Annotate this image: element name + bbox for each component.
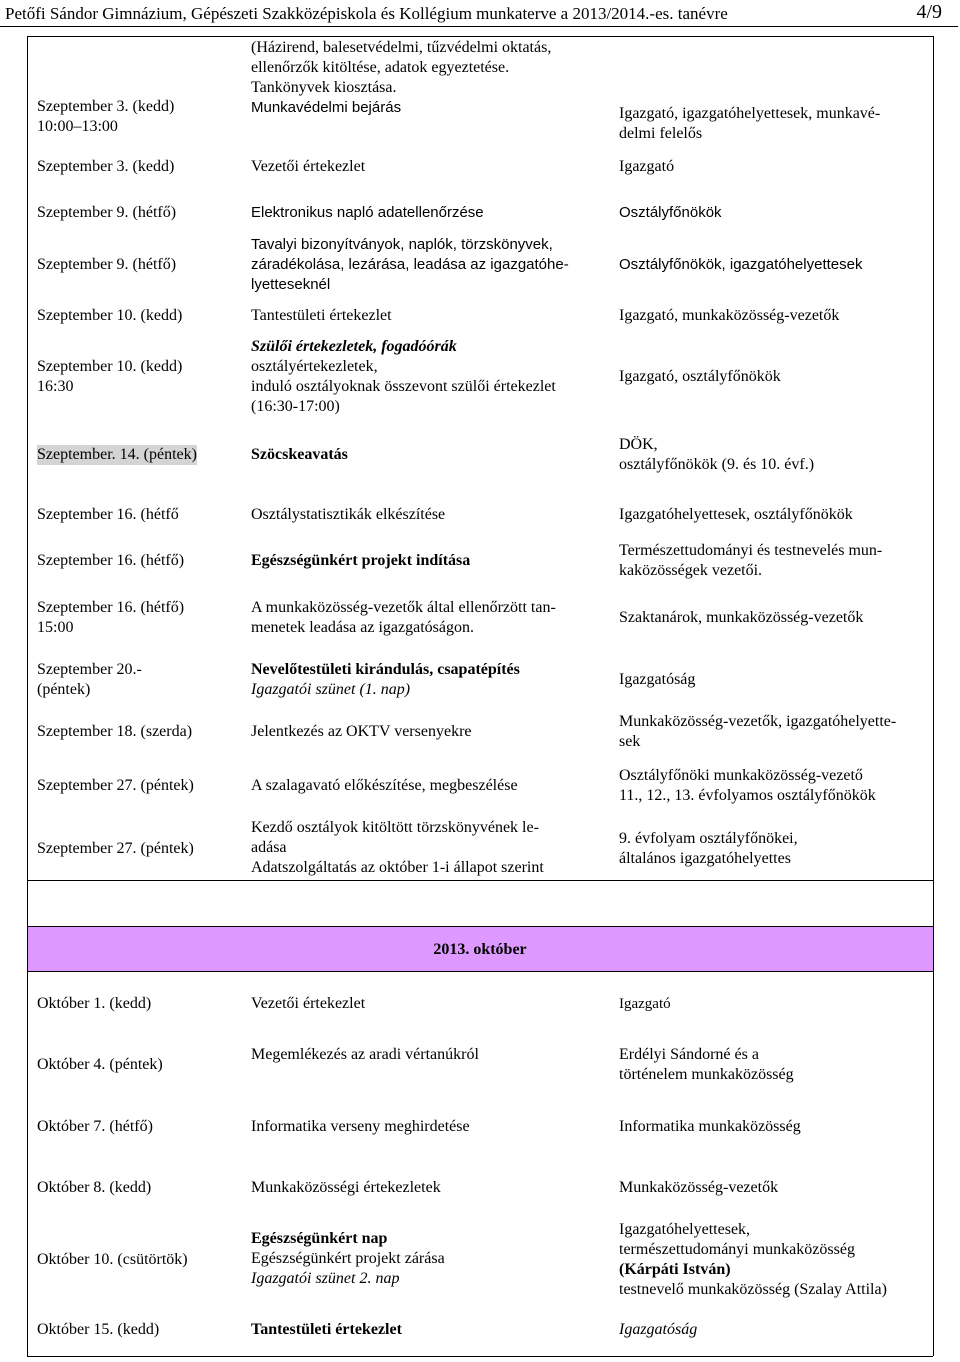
date-line: (péntek) bbox=[37, 681, 91, 698]
date-line: Október 4. (péntek) bbox=[37, 1056, 163, 1073]
event-line: (Házirend, balesetvédelmi, tűzvédelmi oktatás, bbox=[251, 39, 552, 56]
header-rule bbox=[0, 26, 958, 27]
date-line: Szeptember 10. (kedd) bbox=[37, 358, 183, 375]
event-cell bbox=[251, 598, 556, 638]
responsible-cell bbox=[619, 104, 880, 144]
responsible-cell bbox=[619, 1178, 778, 1198]
date-cell bbox=[37, 505, 179, 525]
date-cell bbox=[37, 776, 194, 796]
event-cell bbox=[251, 1117, 470, 1137]
event-cell bbox=[251, 38, 551, 118]
event-line: A szalagavató előkészítése, megbeszélése bbox=[251, 777, 518, 794]
event-line: ellenőrzők kitöltése, adatok egyeztetése. bbox=[251, 59, 510, 76]
event-cell bbox=[251, 1045, 479, 1065]
resp-line: általános igazgatóhelyettes bbox=[619, 850, 791, 867]
date-cell bbox=[37, 660, 142, 700]
resp-line: természettudományi munkaközösség bbox=[619, 1241, 855, 1258]
table-rule bbox=[933, 926, 934, 971]
responsible-cell bbox=[619, 1117, 801, 1137]
event-cell bbox=[251, 776, 518, 796]
event-cell bbox=[251, 1229, 445, 1289]
event-line: Nevelőtestületi kirándulás, csapatépítés bbox=[251, 661, 520, 678]
resp-line: Igazgató, igazgatóhelyettesek, munkavé- bbox=[619, 105, 881, 122]
resp-line: Igazgatóhelyettesek, osztályfőnökök bbox=[619, 506, 853, 523]
date-line: Szeptember 16. (hétfő) bbox=[37, 552, 185, 569]
table-rule bbox=[933, 36, 934, 926]
event-line: Vezetői értekezlet bbox=[251, 158, 366, 175]
resp-line: Igazgatóhelyettesek, bbox=[619, 1221, 751, 1238]
date-line: Október 15. (kedd) bbox=[37, 1321, 160, 1338]
event-cell bbox=[251, 235, 569, 295]
date-cell bbox=[37, 994, 151, 1014]
event-cell bbox=[251, 1178, 441, 1198]
responsible-cell bbox=[619, 157, 674, 177]
date-cell bbox=[37, 1250, 188, 1270]
date-line: Szeptember 16. (hétfő bbox=[37, 506, 179, 523]
resp-line: Igazgatóság bbox=[619, 1321, 698, 1338]
date-line: Szeptember 10. (kedd) bbox=[37, 307, 183, 324]
resp-line: Munkaközösség-vezetők bbox=[619, 1179, 779, 1196]
event-line: A munkaközösség-vezetők által ellenőrzött tan- bbox=[251, 599, 556, 616]
event-cell bbox=[251, 337, 556, 417]
date-cell bbox=[37, 97, 174, 137]
event-line: Egészségünkért projekt zárása bbox=[251, 1250, 445, 1267]
responsible-cell bbox=[619, 203, 722, 223]
table-rule bbox=[933, 971, 934, 1356]
date-cell bbox=[37, 445, 197, 465]
event-line: osztályértekezletek, bbox=[251, 358, 378, 375]
event-cell bbox=[251, 505, 445, 525]
resp-line: Igazgató, osztályfőnökök bbox=[619, 368, 781, 385]
date-line: 15:00 bbox=[37, 619, 74, 636]
responsible-cell bbox=[619, 670, 695, 690]
table-rule bbox=[27, 971, 28, 1356]
date-cell bbox=[37, 722, 192, 742]
event-line: Szöcskeavatás bbox=[251, 446, 348, 463]
event-cell bbox=[251, 306, 392, 326]
event-line: Adatszolgáltatás az október 1-i állapot szerint bbox=[251, 859, 544, 876]
responsible-cell bbox=[619, 306, 839, 326]
event-line: Igazgatói szünet (1. nap) bbox=[251, 681, 411, 698]
event-line: lyetteseknél bbox=[251, 276, 331, 293]
responsible-cell bbox=[619, 255, 862, 275]
date-line: Szeptember 27. (péntek) bbox=[37, 840, 194, 857]
date-cell bbox=[37, 306, 182, 326]
event-line: Tantestületi értekezlet bbox=[251, 307, 392, 324]
table-rule bbox=[27, 1356, 933, 1357]
responsible-cell bbox=[619, 1220, 887, 1300]
document-title: Petőfi Sándor Gimnázium, Gépészeti Szakközépiskola és Kollégium munkaterve a 2013/2014.-es. tanévre bbox=[5, 4, 728, 23]
event-line: Egészségünkért nap bbox=[251, 1230, 388, 1247]
date-line: Október 7. (hétfő) bbox=[37, 1118, 153, 1135]
date-line: Szeptember 20.- bbox=[37, 661, 142, 678]
date-cell bbox=[37, 1178, 151, 1198]
date-line: Szeptember 9. (hétfő) bbox=[37, 256, 177, 273]
date-cell bbox=[37, 255, 176, 275]
date-cell bbox=[37, 1117, 153, 1137]
resp-line: Osztályfőnökök bbox=[619, 204, 722, 221]
responsible-cell bbox=[619, 367, 781, 387]
resp-line: Informatika munkaközösség bbox=[619, 1118, 801, 1135]
event-line: Megemlékezés az aradi vértanúkról bbox=[251, 1046, 479, 1063]
responsible-cell bbox=[619, 608, 863, 628]
responsible-cell bbox=[619, 435, 814, 475]
month-heading-october: 2013. október bbox=[433, 941, 527, 958]
event-line: Igazgatói szünet 2. nap bbox=[251, 1270, 400, 1287]
date-line: Szeptember 16. (hétfő) bbox=[37, 599, 185, 616]
responsible-cell bbox=[619, 505, 853, 525]
resp-line: Igazgató, munkaközösség-vezetők bbox=[619, 307, 840, 324]
resp-line: Osztályfőnöki munkaközösség-vezető bbox=[619, 767, 863, 784]
event-cell bbox=[251, 157, 365, 177]
date-line: Szeptember. 14. (péntek) bbox=[37, 446, 197, 463]
date-line: 16:30 bbox=[37, 378, 74, 395]
date-cell bbox=[37, 551, 184, 571]
resp-line: testnevelő munkaközösség (Szalay Attila) bbox=[619, 1281, 887, 1298]
event-line: Jelentkezés az OKTV versenyekre bbox=[251, 723, 472, 740]
table-rule bbox=[27, 971, 933, 972]
responsible-cell bbox=[619, 1320, 697, 1340]
event-cell bbox=[251, 660, 520, 700]
resp-line: Természettudományi és testnevelés mun- bbox=[619, 542, 883, 559]
date-cell bbox=[37, 157, 174, 177]
date-cell bbox=[37, 598, 184, 638]
event-line: adása bbox=[251, 839, 287, 856]
date-line: Október 8. (kedd) bbox=[37, 1179, 152, 1196]
event-line: menetek leadása az igazgatóságon. bbox=[251, 619, 474, 636]
resp-line: 9. évfolyam osztályfőnökei, bbox=[619, 830, 798, 847]
event-line: Tantestületi értekezlet bbox=[251, 1321, 402, 1338]
resp-line: sek bbox=[619, 733, 641, 750]
resp-line: delmi felelős bbox=[619, 125, 703, 142]
event-line: Szülői értekezletek, fogadóórák bbox=[251, 338, 457, 355]
event-line: Tavalyi bizonyítványok, naplók, törzskönyvek, bbox=[251, 236, 553, 253]
resp-line: Osztályfőnökök, igazgatóhelyettesek bbox=[619, 256, 863, 273]
event-line: Egészségünkért projekt indítása bbox=[251, 552, 471, 569]
resp-line: DÖK, bbox=[619, 436, 658, 453]
resp-line: 11., 12., 13. évfolyamos osztályfőnökök bbox=[619, 787, 876, 804]
event-line: Munkavédelmi bejárás bbox=[251, 99, 402, 116]
responsible-cell bbox=[619, 766, 876, 806]
resp-line: Igazgató bbox=[619, 996, 671, 1012]
date-line: Szeptember 27. (péntek) bbox=[37, 777, 194, 794]
resp-line: Munkaközösség-vezetők, igazgatóhelyette- bbox=[619, 713, 897, 730]
event-line: Elektronikus napló adatellenőrzése bbox=[251, 204, 484, 221]
responsible-cell bbox=[619, 994, 671, 1014]
date-cell bbox=[37, 357, 182, 397]
event-cell bbox=[251, 1320, 402, 1340]
table-rule bbox=[27, 926, 28, 971]
event-line: Tankönyvek kiosztása. bbox=[251, 79, 397, 96]
event-line: záradékolása, lezárása, leadása az igazgatóhe- bbox=[251, 256, 569, 273]
responsible-cell bbox=[619, 712, 896, 752]
event-line: (16:30-17:00) bbox=[251, 398, 340, 415]
event-line: induló osztályoknak összevont szülői értekezlet bbox=[251, 378, 556, 395]
event-line: Osztálystatisztikák elkészítése bbox=[251, 506, 446, 523]
event-cell bbox=[251, 994, 365, 1014]
page-number: 4/9 bbox=[916, 1, 942, 23]
event-line: Kezdő osztályok kitöltött törzskönyvének le- bbox=[251, 819, 539, 836]
resp-line: Erdélyi Sándorné és a bbox=[619, 1046, 759, 1063]
date-cell bbox=[37, 203, 176, 223]
date-line: Szeptember 3. (kedd) bbox=[37, 98, 175, 115]
table-rule bbox=[27, 926, 933, 927]
event-line: Munkaközösségi értekezletek bbox=[251, 1179, 441, 1196]
event-cell bbox=[251, 203, 484, 223]
date-line: Október 1. (kedd) bbox=[37, 995, 152, 1012]
table-rule bbox=[27, 36, 28, 926]
table-rule bbox=[27, 880, 933, 881]
event-line: Vezetői értekezlet bbox=[251, 995, 366, 1012]
date-line: Szeptember 3. (kedd) bbox=[37, 158, 175, 175]
resp-line: történelem munkaközösség bbox=[619, 1066, 794, 1083]
event-cell bbox=[251, 445, 348, 465]
responsible-cell bbox=[619, 829, 798, 869]
resp-line: osztályfőnökök (9. és 10. évf.) bbox=[619, 456, 815, 473]
responsible-cell bbox=[619, 541, 882, 581]
event-cell bbox=[251, 551, 470, 571]
event-line: Informatika verseny meghirdetése bbox=[251, 1118, 470, 1135]
date-cell bbox=[37, 1320, 159, 1340]
responsible-cell bbox=[619, 1045, 794, 1085]
resp-line: Szaktanárok, munkaközösség-vezetők bbox=[619, 609, 864, 626]
resp-line: kaközösségek vezetői. bbox=[619, 562, 763, 579]
date-line: Szeptember 9. (hétfő) bbox=[37, 204, 177, 221]
resp-line: Igazgató bbox=[619, 158, 675, 175]
resp-line: (Kárpáti István) bbox=[619, 1261, 731, 1278]
date-line: 10:00–13:00 bbox=[37, 118, 118, 135]
date-cell bbox=[37, 839, 194, 859]
table-rule bbox=[27, 36, 933, 37]
event-cell bbox=[251, 722, 472, 742]
date-line: Szeptember 18. (szerda) bbox=[37, 723, 193, 740]
date-cell bbox=[37, 1055, 163, 1075]
date-line: Október 10. (csütörtök) bbox=[37, 1251, 188, 1268]
event-cell bbox=[251, 818, 544, 878]
resp-line: Igazgatóság bbox=[619, 671, 696, 688]
